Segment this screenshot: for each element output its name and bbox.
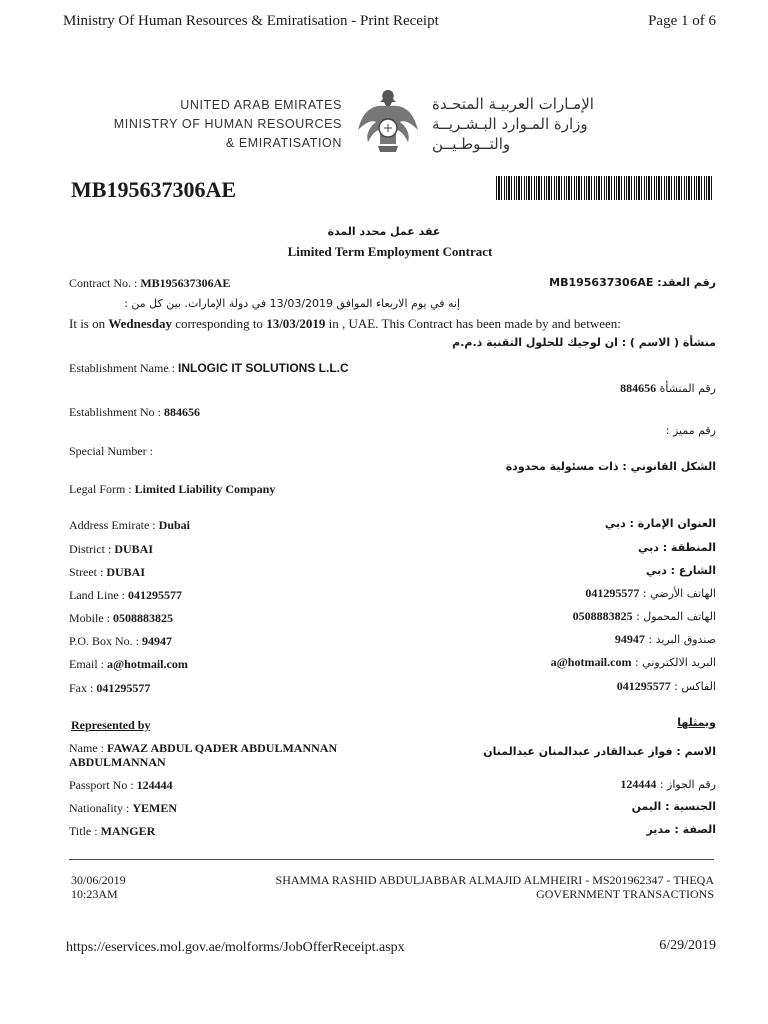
contract-no-ar: رقم العقد: MB195637306AE	[549, 276, 716, 289]
establishment-name-ar: منشأة ( الاسم ) : ان لوجيك للحلول التقنية ذ.م.م	[452, 336, 716, 349]
intro-ar: إنه في يوم الاربعاء الموافق 13/03/2019 في دولة الإمارات. بين كل من :	[124, 297, 460, 310]
passport-row	[69, 778, 173, 793]
passport-ar-value: 124444	[620, 777, 657, 791]
pobox-label: P.O. Box No. :	[69, 634, 140, 648]
fax-row	[69, 681, 150, 696]
pobox-ar	[615, 632, 716, 647]
document-id: MB195637306AE	[71, 177, 236, 202]
fax-value: 041295577	[96, 681, 151, 695]
pobox-row	[69, 634, 172, 649]
landline-ar	[585, 586, 716, 601]
landline-ar-value: 041295577	[585, 586, 640, 600]
intro-text: It is on	[69, 316, 106, 331]
pobox-ar-label: صندوق البريد :	[648, 633, 716, 646]
street-row	[69, 565, 145, 580]
intro-date: 13/03/2019	[266, 316, 326, 331]
email-row	[69, 657, 188, 672]
fax-ar-value: 041295577	[616, 679, 671, 693]
passport-ar	[620, 777, 716, 792]
establishment-name-label: Establishment Name :	[69, 361, 175, 375]
landline-ar-label: الهاتف الأرضي :	[642, 587, 716, 600]
address-emirate-ar: العنوان الإمارة : دبي	[604, 517, 716, 530]
district-value: DUBAI	[114, 542, 153, 556]
contract-title-en: Limited Term Employment Contract	[287, 244, 493, 259]
footer-issuer	[276, 873, 714, 901]
email-label: Email :	[69, 657, 104, 671]
landline-label: Land Line :	[69, 588, 125, 602]
ministry-name-ar	[432, 94, 594, 154]
street-value: DUBAI	[106, 565, 145, 579]
fax-label: Fax :	[69, 681, 94, 695]
rep-name-label: Name :	[69, 741, 104, 755]
title-row	[69, 824, 155, 839]
mobile-row	[69, 611, 173, 626]
district-label: District :	[69, 542, 112, 556]
barcode	[496, 176, 714, 200]
passport-ar-label: رقم الجواز :	[659, 778, 716, 791]
landline-row	[69, 588, 182, 603]
contract-no-row	[69, 276, 230, 291]
establishment-no-label: Establishment No :	[69, 405, 161, 419]
ministry-name-en	[114, 96, 342, 153]
print-header-title: Ministry Of Human Resources & Emiratisation - Print Receipt	[63, 13, 439, 29]
footer-date: 30/06/2019	[71, 873, 126, 887]
ministry-en-line: MINISTRY OF HUMAN RESOURCES	[113, 117, 342, 131]
fax-ar	[617, 679, 716, 694]
nationality-ar: الجنسية : اليمن	[631, 800, 716, 813]
rep-name-value-cont: ABDULMANNAN	[69, 755, 166, 769]
footer-issuer-line: GOVERNMENT TRANSACTIONS	[536, 887, 714, 901]
mobile-value: 0508883825	[113, 611, 173, 625]
legal-form-value: Limited Liability Company	[134, 482, 276, 496]
title-label: Title :	[69, 824, 98, 838]
passport-value: 124444	[136, 778, 173, 792]
contract-no-value: MB195637306AE	[140, 276, 231, 290]
district-row	[69, 542, 153, 557]
ministry-ar-line: والتــوطـيــن	[432, 135, 511, 153]
email-ar-value: a@hotmail.com	[550, 655, 632, 669]
establishment-no-ar	[620, 381, 716, 396]
establishment-name-value: INLOGIC IT SOLUTIONS L.L.C	[177, 361, 349, 375]
mobile-label: Mobile :	[69, 611, 110, 625]
address-emirate-value: Dubai	[158, 518, 191, 532]
special-number-ar: رقم مميز :	[665, 424, 716, 437]
nationality-value: YEMEN	[132, 801, 177, 815]
mobile-ar-value: 0508883825	[572, 609, 633, 623]
special-number-label: Special Number :	[69, 444, 153, 458]
footer-timestamp	[71, 873, 126, 901]
intro-day: Wednesday	[108, 316, 172, 331]
rep-name-row	[69, 741, 337, 756]
represented-by-heading-ar: ويمثلها	[677, 716, 716, 729]
page-number: Page 1 of 6	[648, 13, 716, 29]
establishment-no-ar-value: 884656	[620, 381, 657, 395]
ministry-en-line: UNITED ARAB EMIRATES	[180, 98, 342, 112]
rep-name-ar: الاسم : فواز عبدالقادر عبدالمنان عبدالمنان	[483, 745, 716, 758]
intro-en	[69, 316, 621, 332]
footer-time: 10:23AM	[71, 887, 118, 901]
title-ar: الصفة : مدير	[646, 823, 716, 836]
rep-name-value: FAWAZ ABDUL QADER ABDULMANNAN	[107, 741, 338, 755]
ministry-en-line: & EMIRATISATION	[225, 136, 342, 150]
email-value: a@hotmail.com	[107, 657, 188, 671]
title-value: MANGER	[100, 824, 156, 838]
ministry-ar-line: وزارة المـوارد البـشـريــة	[432, 115, 588, 133]
email-ar-label: البريد الالكتروني :	[634, 656, 716, 669]
footer-divider	[69, 859, 714, 860]
street-ar: الشارع : دبي	[645, 564, 716, 577]
address-emirate-label: Address Emirate :	[69, 518, 156, 532]
street-label: Street :	[69, 565, 104, 579]
mobile-ar	[573, 609, 716, 624]
email-ar	[551, 655, 716, 670]
legal-form-label: Legal Form :	[69, 482, 132, 496]
ministry-ar-line: الإمـارات العربيـة المتحـدة	[432, 95, 594, 113]
passport-label: Passport No :	[69, 778, 134, 792]
page-url: https://eservices.mol.gov.ae/molforms/JobOfferReceipt.aspx	[66, 940, 405, 955]
pobox-ar-value: 94947	[614, 632, 645, 646]
represented-by-heading: Represented by	[71, 718, 151, 732]
district-ar: المنطقة : دبي	[637, 541, 716, 554]
establishment-no-ar-label: رقم المنشأة	[659, 382, 716, 395]
uae-eagle-emblem-icon	[356, 84, 420, 156]
legal-form-row	[69, 482, 275, 497]
establishment-no-row	[69, 405, 200, 420]
address-emirate-row	[69, 518, 190, 533]
mobile-ar-label: الهاتف المحمول :	[636, 610, 716, 623]
fax-ar-label: الفاكس :	[674, 680, 716, 693]
contract-no-label: Contract No. :	[69, 276, 138, 290]
print-date: 6/29/2019	[659, 938, 716, 953]
landline-value: 041295577	[127, 588, 182, 602]
establishment-no-value: 884656	[164, 405, 200, 419]
footer-issuer-line: SHAMMA RASHID ABDULJABBAR ALMAJID ALMHEIRI - MS201962347 - THEQA	[275, 873, 714, 887]
nationality-row	[69, 801, 177, 816]
pobox-value: 94947	[142, 634, 173, 648]
intro-text: in , UAE. This Contract has been made by and between:	[328, 316, 621, 331]
establishment-name-row	[69, 361, 349, 376]
intro-text: corresponding to	[175, 316, 263, 331]
legal-form-ar: الشكل القانوني : ذات مسئولية محدودة	[505, 460, 716, 473]
nationality-label: Nationality :	[69, 801, 130, 815]
contract-title-ar: عقد عمل محدد المدة	[327, 225, 441, 238]
